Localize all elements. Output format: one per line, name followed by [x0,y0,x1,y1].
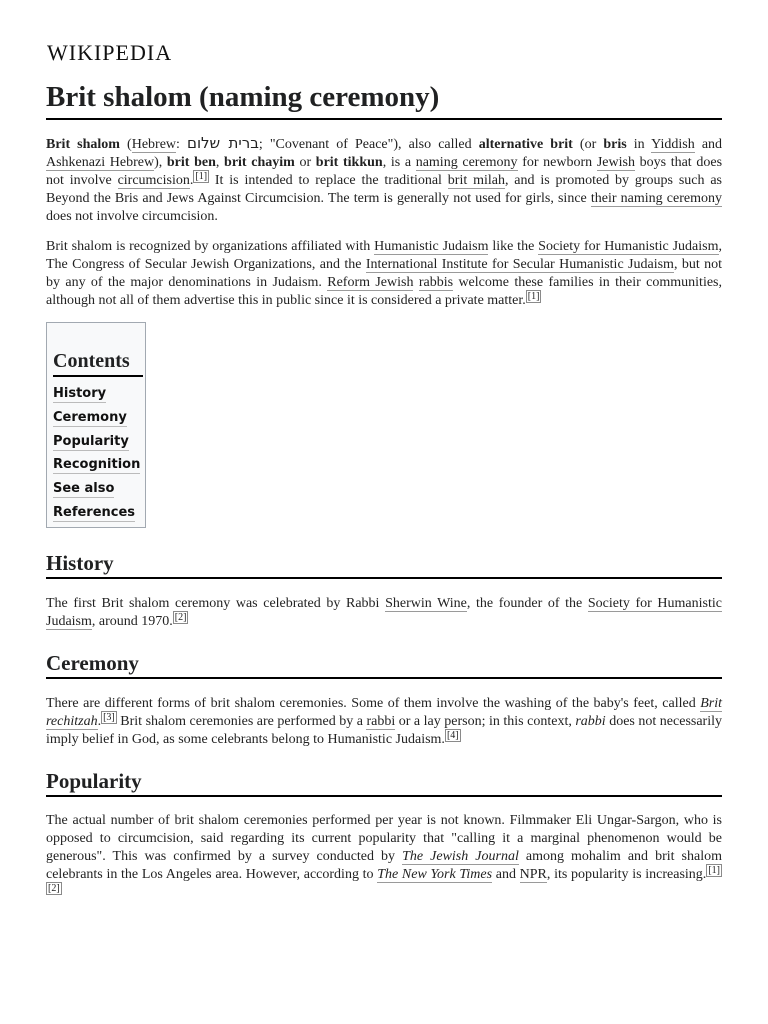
citation-1[interactable]: [1] [708,865,720,876]
link-international-institute[interactable]: International Institute for Secular Humanistic Judaism [365,257,674,272]
link-the-jewish-journal[interactable]: The Jewish Journal [402,849,519,864]
link-circumcision[interactable]: circumcision [117,173,190,188]
text: or a lay person; in this context, [395,714,576,729]
link-brit-milah[interactable]: brit milah [447,173,505,188]
toc-item-history[interactable]: History [53,386,107,401]
text: The first Brit shalom ceremony was celebrated by Rabbi [46,596,386,611]
term-brit-ben: brit ben [166,155,216,170]
text: welcome these families in their communities, although not all of them advertise this in public since it is considered a private matter. [46,275,723,308]
intro-paragraph-1: Brit shalom (Hebrew: ברית שלום; "Covenant of Peace"), also called alternative brit (or bris in Yiddish and Ashkenazi Hebrew), brit ben, brit chayim or brit tikkun, is a naming ceremony for newborn Jewish boys that does not involve circumcision. [1] It is intended to replace the traditional brit milah, and is promoted by groups such as Beyond the Bris and Jews Against Circumcision. The term is generally not used for girls, since their naming ceremony does not involve circumcision. [46,134,723,224]
text: There are different forms of brit shalom ceremonies. Some of them involve the washing of the baby's feet, called [46,696,701,711]
text: , [215,155,225,170]
term-brit-shalom: Brit shalom [46,137,120,152]
citation-2[interactable]: [2] [48,883,60,894]
text: (or [572,137,604,152]
toc-title: Contents [53,349,143,377]
text: : [176,137,187,152]
ceremony-paragraph [46,695,722,749]
text: Brit shalom is recognized by organizations affiliated with [46,239,375,254]
link-hebrew[interactable]: Hebrew [131,137,177,152]
link-humanistic-judaism[interactable]: Humanistic Judaism [374,239,489,254]
text: ; "Covenant of Peace"), also called [258,137,479,152]
link-ashkenazi-hebrew[interactable]: Ashkenazi Hebrew [46,155,155,170]
link-naming-ceremony[interactable]: naming ceremony [415,155,518,170]
text: or [294,155,316,170]
link-society-for-humanistic-judaism[interactable]: Society for Humanistic Judaism [46,596,722,629]
text: , but not by any of the major denominations in Judaism. [46,257,722,290]
link-npr[interactable]: NPR [519,867,547,882]
link-sherwin-wine[interactable]: Sherwin Wine [385,596,467,611]
history-paragraph [46,595,722,631]
text: does not involve circumcision. [46,209,218,224]
link-brit-rechitzah[interactable]: Brit rechitzah [46,696,722,729]
table-of-contents [46,322,146,528]
toc-item-recognition[interactable]: Recognition [53,457,141,472]
text: , around 1970. [91,614,173,629]
link-the-new-york-times[interactable]: The New York Times [377,867,493,882]
text: for newborn [517,155,597,170]
text: The actual number of brit shalom ceremonies performed per year is not known. Filmmaker Eli Ungar-Sargon, who is opposed to circumcision, said regarding its current popularity that "calling it a marginal phenomenon would be generous". This was confirmed by a survey conducted by [46,813,722,864]
term-alternative-brit: alternative brit [478,137,573,152]
text: and [694,137,723,152]
text: and [492,867,520,882]
text: Brit shalom ceremonies are performed by a [116,714,367,729]
intro-paragraph-2 [46,238,722,310]
citation-2[interactable]: [2] [174,612,187,623]
link-their-naming-ceremony[interactable]: their naming ceremony [590,191,722,206]
link-reform-jewish[interactable]: Reform Jewish [327,275,414,290]
citation-1[interactable]: [1] [527,291,540,302]
citation-3[interactable]: [3] [103,712,115,723]
text: , and is promoted by groups such as Beyond the Bris and Jews Against Circumcision. The term is generally not used for girls, since [46,173,722,206]
toc-item-popularity[interactable]: Popularity [53,434,129,449]
citation-4[interactable]: [4] [446,730,459,741]
link-society-for-humanistic-judaism[interactable]: Society for Humanistic Judaism [538,239,719,254]
text: does not necessarily imply belief in God, as some celebrants belong to Humanistic Judaism. [46,714,722,747]
term-bris: bris [603,137,627,152]
text: in [626,137,652,152]
text: ( [119,137,132,152]
text: , is a [382,155,416,170]
toc-item-see-also[interactable]: See also [53,481,115,496]
text: , its popularity is increasing. [546,867,707,882]
text: It is intended to replace the traditional [209,173,448,188]
text: , the founder of the [466,596,588,611]
wikipedia-logo[interactable]: WIKIPEDIA [47,40,173,65]
section-heading-popularity: Popularity [46,768,722,797]
term-brit-tikkun: brit tikkun [315,155,383,170]
text: , The Congress of Secular Jewish Organizations, and the [46,239,722,272]
text: among mohalim and brit shalom celebrants in the Los Angeles area. However, according to [46,849,723,882]
term-rabbi: rabbi [575,714,606,729]
page-title: Brit shalom (naming ceremony) [46,78,722,120]
text: like the [488,239,539,254]
text: . [97,714,102,729]
citation-1[interactable]: [1] [195,171,208,182]
popularity-paragraph [46,812,722,902]
term-brit-chayim: brit chayim [224,155,295,170]
hebrew-text: ברית שלום [186,134,259,152]
link-yiddish[interactable]: Yiddish [651,137,695,152]
text: ), [154,155,167,170]
toc-item-ceremony[interactable]: Ceremony [53,410,127,425]
text: boys that does not involve [46,155,723,188]
toc-item-references[interactable]: References [53,505,136,520]
link-rabbi[interactable]: rabbi [366,714,396,729]
link-rabbis[interactable]: rabbis [418,275,454,290]
section-heading-history: History [46,550,722,579]
section-heading-ceremony: Ceremony [46,650,722,679]
link-jewish[interactable]: Jewish [596,155,635,170]
